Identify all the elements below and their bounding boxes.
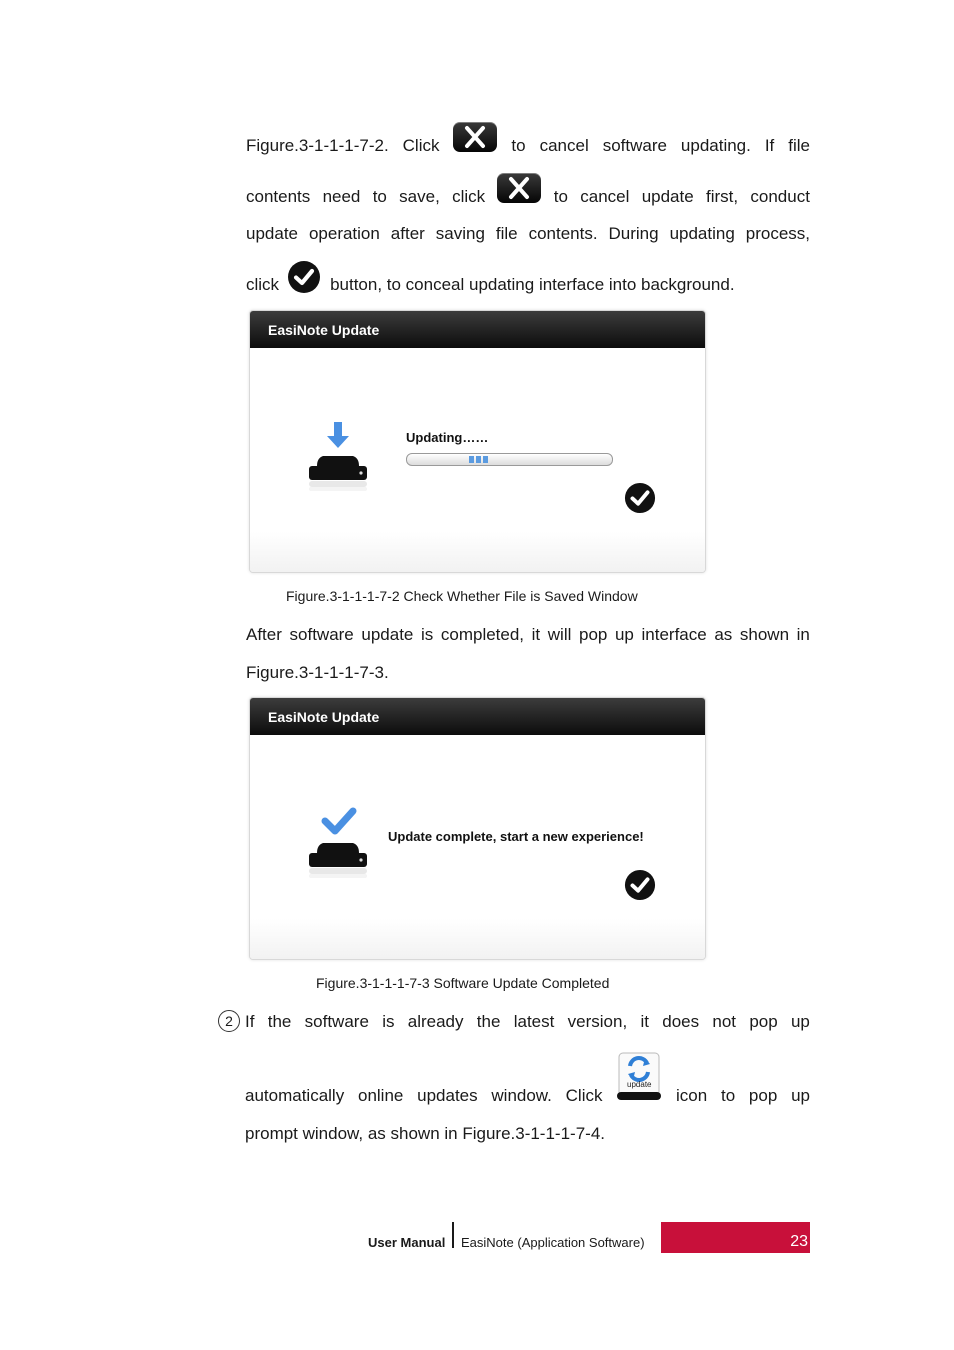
page-number: 23 (790, 1233, 808, 1250)
confirm-check-button[interactable] (624, 869, 656, 901)
para2-line1 (246, 622, 810, 648)
para1-line2 (246, 172, 810, 222)
word: need (322, 187, 361, 206)
update-icon-label: update (627, 1080, 652, 1089)
word: Click (565, 1086, 603, 1105)
word: update (361, 625, 414, 644)
word: it (640, 1012, 649, 1031)
word: the (267, 1012, 292, 1031)
word: contents. (528, 224, 598, 243)
progress-bar (406, 453, 613, 466)
word: process, (745, 224, 810, 243)
word: first, (705, 187, 739, 206)
close-icon (497, 173, 541, 203)
word: file (788, 136, 810, 155)
dialog-body (250, 348, 705, 572)
word: conduct (750, 187, 810, 206)
word: to (511, 136, 526, 155)
word: to (720, 1086, 736, 1105)
word: updating (669, 224, 735, 243)
word: operation (308, 224, 380, 243)
word: window. (491, 1086, 552, 1105)
para3-line3 (245, 1120, 809, 1148)
word: is (382, 1012, 395, 1031)
word: software (602, 136, 667, 155)
word: file (495, 224, 518, 243)
circled-number-marker (218, 1010, 240, 1032)
word: pop (749, 1012, 778, 1031)
word: in (796, 625, 810, 644)
footer-divider (452, 1222, 454, 1248)
progress-fill (469, 456, 488, 463)
word: Click (402, 136, 440, 155)
word: shown (739, 625, 790, 644)
word: up (790, 1012, 810, 1031)
marker-digit: 2 (218, 1010, 240, 1032)
complete-drive-icon (307, 807, 369, 883)
para2-line2 (246, 660, 810, 686)
word: as (714, 625, 733, 644)
figure-caption: Figure.3-1-1-1-7-3 Software Update Completed (316, 975, 610, 991)
close-icon (453, 122, 497, 152)
word: the (476, 1012, 501, 1031)
word: icon (676, 1086, 708, 1105)
word: interface (641, 625, 707, 644)
word: will (547, 625, 572, 644)
footer-manual-label: User Manual (368, 1235, 446, 1250)
word: click (452, 187, 486, 206)
update-app-icon (616, 1052, 662, 1102)
checkmark-icon (287, 260, 321, 294)
dialog-title: EasiNote Update (250, 698, 705, 735)
word: cancel (539, 136, 589, 155)
word: software (289, 625, 354, 644)
word: update (246, 224, 298, 243)
para3-line2 (245, 1082, 810, 1110)
para1-line1 (246, 120, 810, 172)
word: completed, (440, 625, 525, 644)
update-dialog-progress (249, 310, 706, 573)
para1-line3 (246, 220, 810, 248)
word: does (662, 1012, 700, 1031)
word: latest (513, 1012, 555, 1031)
footer-product-label: EasiNote (Application Software) (461, 1235, 645, 1250)
confirm-check-button[interactable] (624, 482, 656, 514)
sentence: Figure.3-1-1-1-7-3. (246, 663, 389, 682)
word: If (245, 1012, 255, 1031)
update-dialog-complete (249, 697, 706, 960)
word: not (712, 1012, 737, 1031)
figure-caption: Figure.3-1-1-1-7-2 Check Whether File is Saved Window (286, 588, 638, 604)
word: automatically (245, 1086, 345, 1105)
status-text: Updating…… (406, 430, 489, 445)
page-number-bar (661, 1222, 810, 1253)
para3-line1 (245, 1008, 810, 1036)
word: pop (578, 625, 608, 644)
download-drive-icon (307, 420, 369, 496)
word: If (764, 136, 775, 155)
para1-line4 (246, 258, 810, 312)
word: During (608, 224, 659, 243)
word: software (304, 1012, 369, 1031)
word: up (791, 1086, 810, 1105)
word: cancel (580, 187, 630, 206)
word: to (553, 187, 568, 206)
word: update (641, 187, 694, 206)
dialog-title: EasiNote Update (250, 311, 705, 348)
word: already (407, 1012, 464, 1031)
word: contents (246, 187, 311, 206)
word: it (531, 625, 541, 644)
word: after (390, 224, 425, 243)
word: Figure.3-1-1-1-7-2. (246, 136, 389, 155)
word: saving (435, 224, 485, 243)
sentence: button, to conceal updating interface into background. (330, 275, 735, 294)
word: version, (567, 1012, 628, 1031)
word: click (246, 275, 280, 294)
word: to (372, 187, 387, 206)
word: updates (417, 1086, 478, 1105)
word: up (614, 625, 634, 644)
word: save, (399, 187, 440, 206)
word: online (357, 1086, 404, 1105)
word: pop (748, 1086, 778, 1105)
sentence: prompt window, as shown in Figure.3-1-1-1-7-4. (245, 1124, 605, 1143)
word: is (420, 625, 434, 644)
word: updating. (680, 136, 751, 155)
completion-message: Update complete, start a new experience! (388, 829, 644, 844)
word: After (246, 625, 282, 644)
dialog-body (250, 735, 705, 959)
